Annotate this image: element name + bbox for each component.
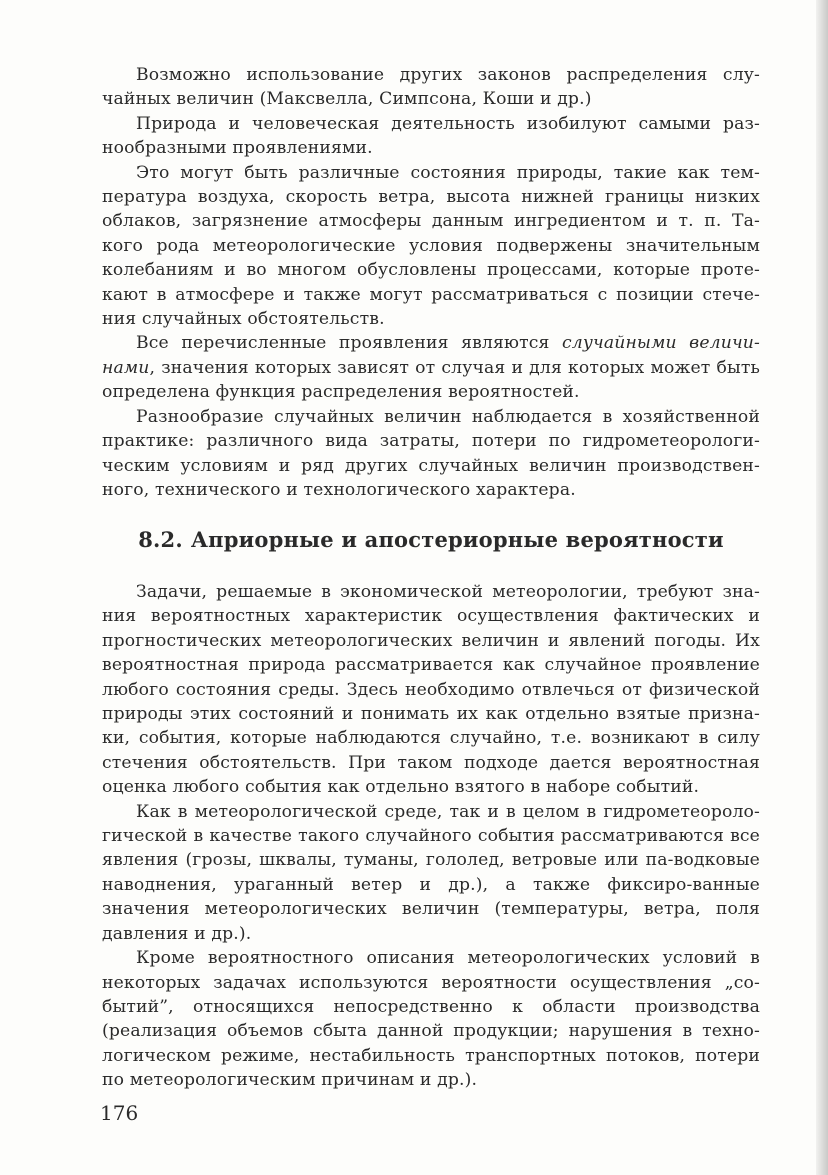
bottom-text-block [102,580,760,1093]
paragraph-production-events: Кроме вероятностного описания метеорологических условий в некоторых задачах используются вероятности осуществления „со-бытий”, относящихся непосредственно к области производства (реализация объемов сбыта данной продукции; нарушения в техно-логическом режиме, нестабильность транспортных потоков, потери по метеорологическим причинам и др.). [102,948,760,1091]
paragraph-distribution-laws: Возможно использование других законов распределения слу-чайных величин (Максвелла, Симпсона, Коши и др.) [102,65,760,110]
paragraph-random-variables [102,331,760,404]
paragraph-random-events: Как в метеорологической среде, так и в целом в гидрометеороло-гической в качестве такого случайного события рассматриваются все явления (грозы, шквалы, туманы, гололед, ветровые или па-водковые наводнения, ураганный ветер и др.), а также фиксиро-ванные значения метеорологических величин (температуры, ветра, поля давления и др.). [102,801,760,944]
paragraph-nature-activity: Природа и человеческая деятельность изобилуют самыми раз-нообразными проявлениями. [102,113,760,159]
page-number: 176 [100,1101,139,1125]
section-number: 8.2. [138,527,183,552]
paragraph-economic-practice: Разнообразие случайных величин наблюдается в хозяйственной практике: различного вида затраты, потери по гидрометеорологи-ческим условиям и ряд других случайных величин производствен-ного, технического и технологического характера. [102,406,760,500]
paragraph-probabilistic-tasks: Задачи, решаемые в экономической метеорологии, требуют зна-ния вероятностных характеристик осуществления фактических и прогностических метеорологических величин и явлений погоды. Их вероятностная природа рассматривается как случайное проявление любого состояния среды. Здесь необходимо отвлечься от физической природы этих состояний и понимать их как отдельно взятые призна-ки, события, которые наблюдаются случайно, т.е. возникают в силу стечения обстоятельств. При таком подходе дается вероятностная оценка любого события как отдельно взятого в наборе событий. [102,582,760,798]
section-heading [102,525,760,555]
paragraph-weather-states: Это могут быть различные состояния природы, такие как тем-пература воздуха, скорость ветра, высота нижней границы низких облаков, загрязнение атмосферы данным ингредиентом и т. п. Та-кого рода метеорологические условия подвержены значительным колебаниям и во многом обусловлены процессами, которые проте-кают в атмосфере и также могут рассматриваться с позиции стече-ния случайных обстоятельств. [102,162,760,330]
top-text-block [102,63,760,502]
page-edge-shadow [816,0,828,1175]
random-variables-emphasis: случайными величи-нами [102,333,760,378]
random-variables-text-before: Все перечисленные проявления являются [136,333,562,354]
random-variables-text-after: , значения которых зависят от случая и для которых может быть определена функция распределения вероятностей. [102,357,760,403]
section-title: Априорные и апостериорные вероятности [190,527,724,552]
